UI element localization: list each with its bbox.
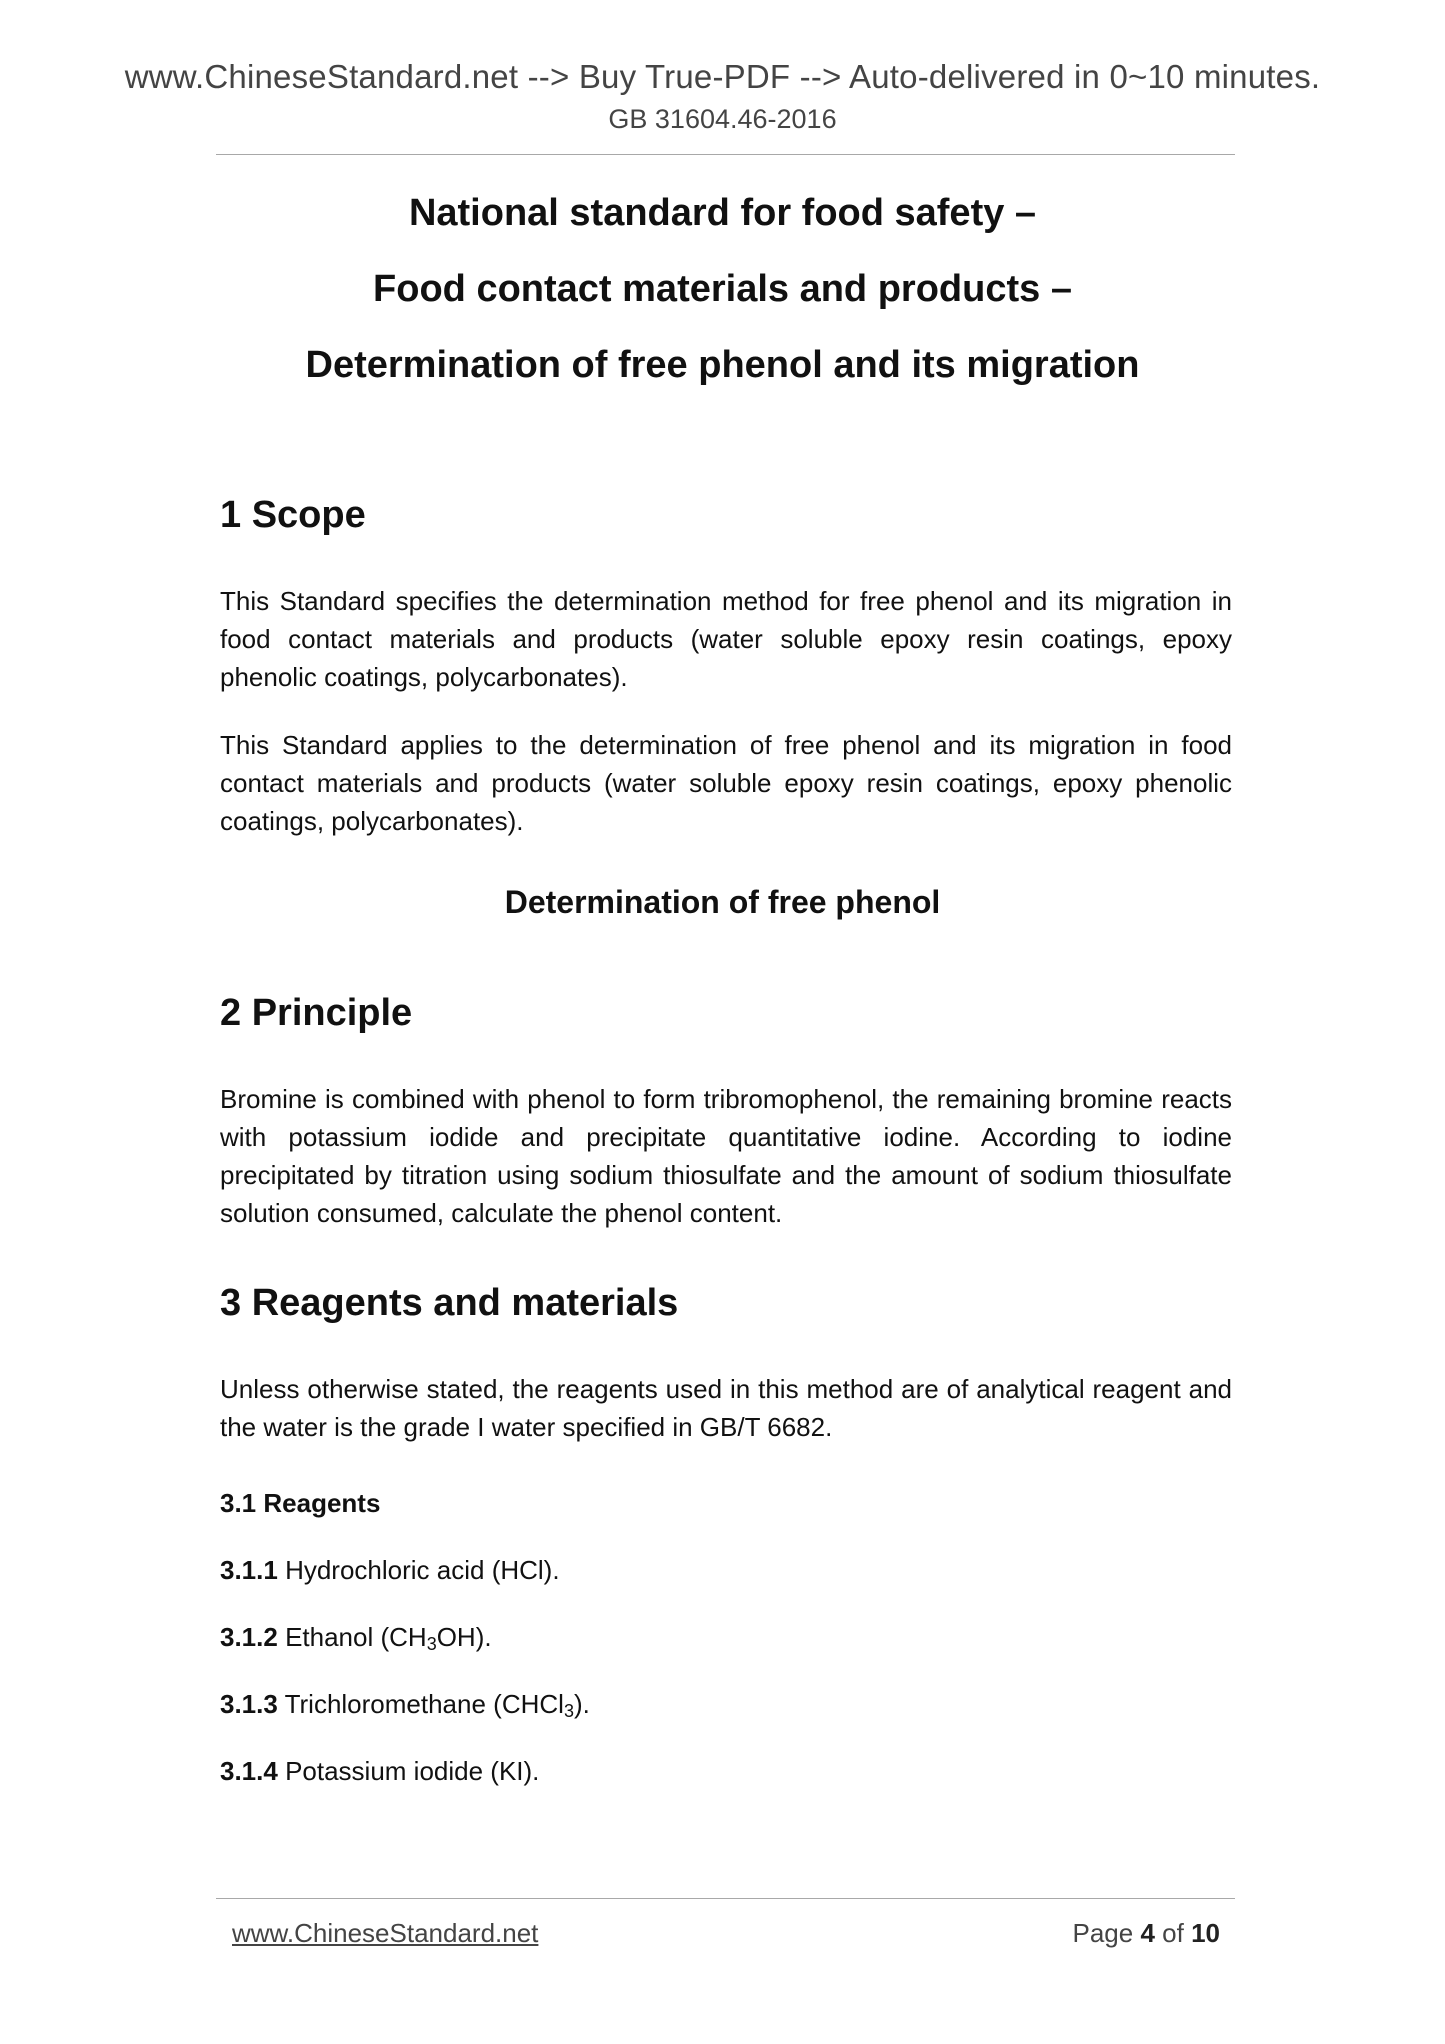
reagent-item-text: Ethanol (CH — [285, 1622, 427, 1652]
page-indicator — [1072, 1918, 1220, 1949]
header-divider — [216, 154, 1235, 155]
document-title-line-1: National standard for food safety – — [408, 192, 1037, 234]
reagent-item-subscript: 3 — [563, 1701, 574, 1721]
footer-divider — [216, 1898, 1235, 1899]
page-label: Page — [1072, 1918, 1134, 1948]
reagents-subheading: 3.1 Reagents — [220, 1488, 381, 1518]
reagent-item — [220, 1555, 560, 1586]
principle-paragraph: Bromine is combined with phenol to form tribromophenol, the remaining bromine reacts with potassium iodide and precipitate quantitative iodine. According to iodine precipitated by titration using sodium thiosulfate and the amount of sodium thiosulfate solution consumed, calculate the phenol content. — [220, 1084, 1232, 1228]
section-subtitle: Determination of free phenol — [504, 884, 941, 920]
page-total: 10 — [1191, 1918, 1220, 1948]
reagent-item-text-end: ). — [573, 1689, 590, 1719]
reagent-item-number: 3.1.4 — [220, 1756, 278, 1786]
reagent-item-text-end: OH). — [436, 1622, 492, 1652]
reagents-paragraph: Unless otherwise stated, the reagents used in this method are of analytical reagent and the water is the grade I water specified in GB/T 6682. — [220, 1374, 1232, 1442]
footer-website-link[interactable]: www.ChineseStandard.net — [232, 1918, 539, 1948]
reagent-item-number: 3.1.2 — [220, 1622, 278, 1652]
principle-heading: 2 Principle — [220, 992, 413, 1034]
reagent-item-text: Potassium iodide (KI). — [285, 1756, 540, 1786]
reagent-item-text: Trichloromethane (CHCl — [284, 1689, 564, 1719]
reagent-item-number: 3.1.3 — [220, 1689, 278, 1719]
reagent-item-subscript: 3 — [426, 1634, 437, 1654]
reagent-item — [220, 1756, 539, 1787]
reagent-item-number: 3.1.1 — [220, 1555, 278, 1585]
scope-paragraph-1: This Standard specifies the determination method for free phenol and its migration in food contact materials and products (water soluble epoxy resin coatings, epoxy phenolic coatings, polycarbonates). — [220, 586, 1232, 692]
reagents-heading: 3 Reagents and materials — [220, 1282, 679, 1324]
scope-heading: 1 Scope — [220, 494, 366, 536]
document-title-line-3: Determination of free phenol and its migration — [305, 344, 1140, 386]
document-title-line-2: Food contact materials and products – — [373, 268, 1072, 310]
standard-code: GB 31604.46-2016 — [608, 104, 837, 134]
scope-paragraph-2: This Standard applies to the determination of free phenol and its migration in food contact materials and products (water soluble epoxy resin coatings, epoxy phenolic coatings, polycarbonates). — [220, 730, 1232, 836]
header-banner: www.ChineseStandard.net --> Buy True-PDF --> Auto-delivered in 0~10 minutes. — [124, 58, 1321, 95]
page-current: 4 — [1140, 1918, 1155, 1948]
reagent-item — [220, 1622, 492, 1653]
reagent-item-text: Hydrochloric acid (HCl). — [285, 1555, 560, 1585]
reagent-item — [220, 1689, 590, 1720]
page-of: of — [1162, 1918, 1184, 1948]
